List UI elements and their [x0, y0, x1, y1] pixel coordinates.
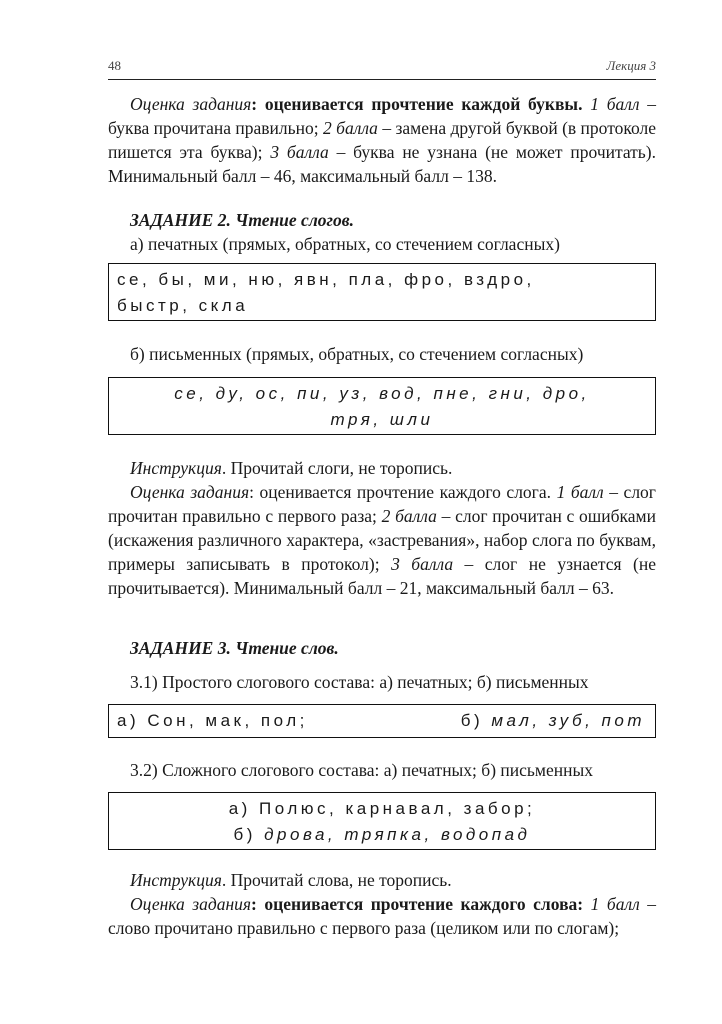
score-3-text: – слог не узнается (не прочитывается). Минимальный балл – 21, максимальный балл – 63. — [108, 554, 656, 598]
complex-words-printed: а) Полюс, карнавал, забор; — [228, 799, 536, 818]
task3-sub1-block — [108, 670, 656, 694]
eval-text: : оценивается прочтение каждого слога. — [249, 482, 557, 502]
eval-label: Оценка задания — [130, 894, 252, 914]
simple-words-box — [108, 704, 656, 738]
score-3: 3 балла — [270, 142, 329, 162]
label-b: б) — [233, 825, 265, 844]
task2-sub-a: а) печатных (прямых, обратных, со стечением согласных) — [130, 234, 560, 254]
paragraph-letter-evaluation — [108, 92, 656, 188]
task2-heading-block — [108, 208, 656, 256]
simple-words-written-group — [461, 708, 645, 734]
eval-text: : оценивается прочтение каждой буквы. — [251, 94, 591, 114]
complex-words-box — [108, 792, 656, 850]
running-header — [108, 58, 656, 78]
syllables-printed-box — [108, 263, 656, 321]
page-number: 48 — [108, 58, 121, 73]
score-3: 3 балла — [391, 554, 454, 574]
box-line: се, бы, ми, ню, явн, пла, фро, вздро, — [117, 270, 535, 289]
task3-sub1: 3.1) Простого слогового состава: а) печатных; б) письменных — [130, 672, 589, 692]
label-b: б) — [460, 711, 492, 730]
task3-instruction-block — [108, 868, 656, 940]
task2-evaluation — [108, 480, 656, 600]
score-1: 1 балл — [556, 482, 604, 502]
score-2-text: – слог прочитан с ошибками (искажения различного характера, «застревания», набор слога по буквам, примеры записывать в протокол); — [108, 506, 656, 574]
score-1: 1 балл — [590, 94, 640, 114]
instruction-text: . Прочитай слова, не торопись. — [221, 870, 452, 890]
task2-instruction-block — [108, 456, 656, 600]
instruction-label: Инструкция — [130, 870, 222, 890]
complex-words-written-line — [117, 822, 647, 848]
task3-heading: ЗАДАНИЕ 3. Чтение слов. — [130, 638, 339, 658]
score-1: 1 балл — [590, 894, 640, 914]
task3-sub2: 3.2) Сложного слогового состава: а) печатных; б) письменных — [130, 760, 593, 780]
complex-words-written: дрова, тряпка, водопад — [264, 825, 531, 844]
box-line: быстр, скла — [117, 296, 249, 315]
box-line: тря, шли — [330, 410, 434, 429]
task2-sub-b-block — [108, 342, 656, 366]
instruction-label: Инструкция — [130, 458, 222, 478]
score-1-text: – слог прочитан правильно с первого раза; — [108, 482, 656, 526]
score-2: 2 балла — [381, 506, 437, 526]
score-3-text: – буква не узнана (не может прочитать). Минимальный балл – 46, максимальный балл – 138. — [108, 142, 656, 186]
task2-heading: ЗАДАНИЕ 2. Чтение слогов. — [130, 210, 354, 230]
score-2-text: – замена другой буквой (в протоколе пишется эта буква); — [108, 118, 656, 162]
eval-label: Оценка задания — [130, 482, 250, 502]
task3-heading-block — [108, 636, 656, 660]
simple-words-written: мал, зуб, пот — [491, 711, 645, 730]
instruction-text: . Прочитай слоги, не торопись. — [221, 458, 453, 478]
task3-sub2-block — [108, 758, 656, 782]
task2-sub-b: б) письменных (прямых, обратных, со стечением согласных) — [130, 344, 584, 364]
box-line: се, ду, ос, пи, уз, вод, пне, гни, дро, — [174, 384, 590, 403]
chapter-title: Лекция 3 — [606, 58, 656, 73]
score-1-text: – слово прочитано правильно с первого раза (целиком или по слогам); — [108, 894, 656, 938]
header-rule — [108, 79, 656, 80]
task3-evaluation — [108, 892, 656, 940]
score-2: 2 балла — [323, 118, 378, 138]
simple-words-printed: а) Сон, мак, пол; — [117, 711, 308, 730]
eval-text: : оценивается прочтение каждого слова: — [251, 894, 591, 914]
score-1-text: – буква прочитана правильно; — [108, 94, 657, 138]
syllables-written-box — [108, 377, 656, 435]
eval-label: Оценка задания — [130, 94, 252, 114]
